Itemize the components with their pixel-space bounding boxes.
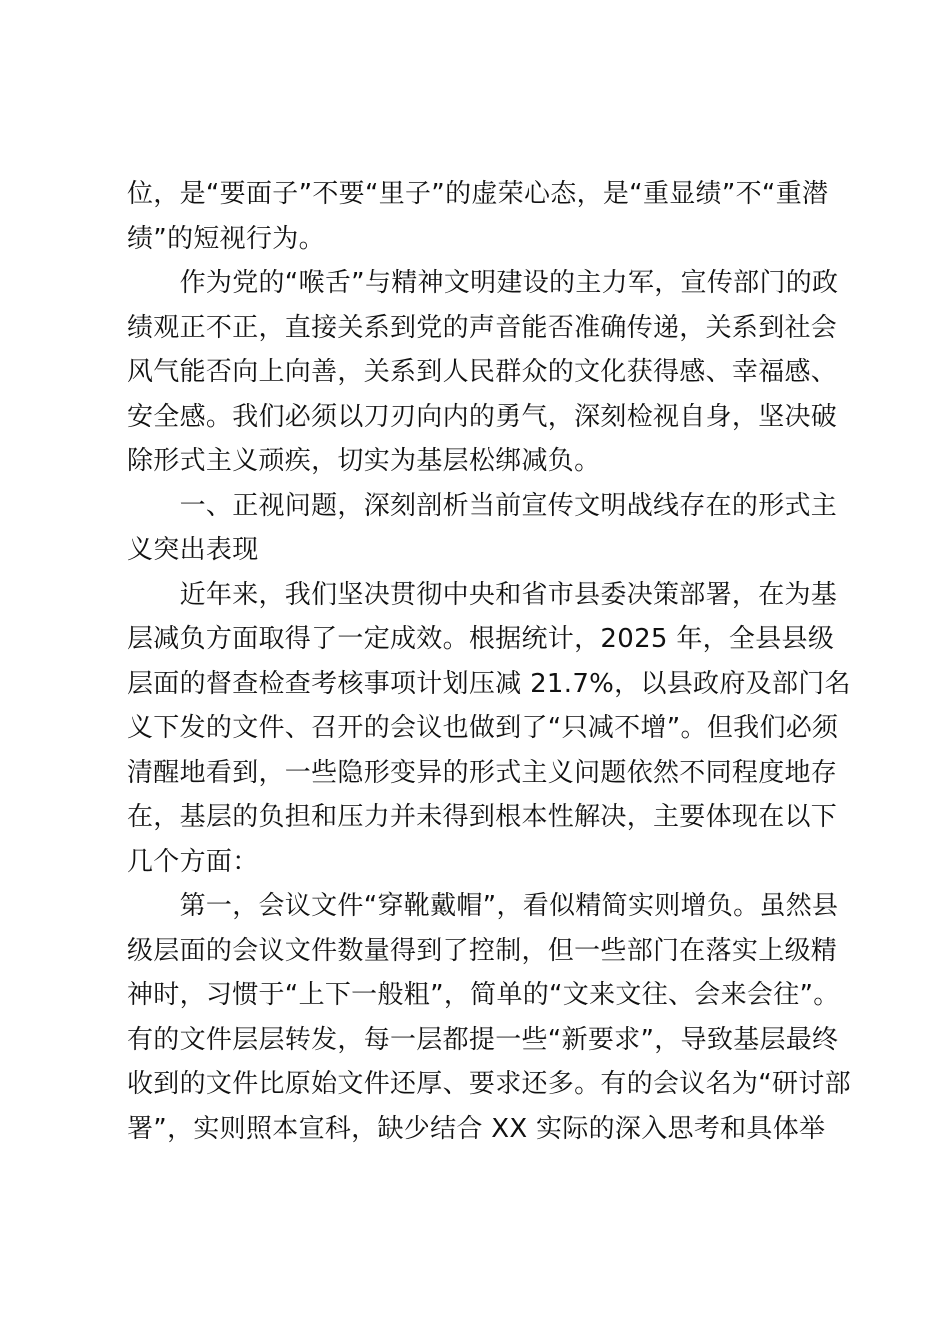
text-line: 层面的督查检查考核事项计划压减 21.7%，以县政府及部门名 xyxy=(127,668,851,699)
text-line: 作为党的“喉舌”与精神文明建设的主力军，宣传部门的政 xyxy=(127,268,839,298)
section-heading-line: 义突出表现 xyxy=(127,535,259,565)
text-line: 层减负方面取得了一定成效。根据统计，2025 年，全县县级 xyxy=(127,624,835,654)
text-line: 清醒地看到，一些隐形变异的形式主义问题依然不同程度地存 xyxy=(127,757,838,788)
text-line: 级层面的会议文件数量得到了控制，但一些部门在落实上级精 xyxy=(127,935,838,966)
text-line: 位，是“要面子”不要“里子”的虚荣心态，是“重显绩”不“重潜 xyxy=(127,179,829,209)
text-line: 安全感。我们必须以刀刃向内的勇气，深刻检视自身，坚决破 xyxy=(127,401,838,432)
text-line: 近年来，我们坚决贯彻中央和省市县委决策部署，在为基 xyxy=(127,579,838,610)
text-line: 除形式主义顽疾，切实为基层松绑减负。 xyxy=(127,446,601,476)
body-text xyxy=(127,172,851,1151)
text-line: 绩”的短视行为。 xyxy=(127,223,325,254)
text-line: 有的文件层层转发，每一层都提一些“新要求”，导致基层最终 xyxy=(127,1024,839,1055)
text-line: 几个方面： xyxy=(127,846,259,877)
text-line: 绩观正不正，直接关系到党的声音能否准确传递，关系到社会 xyxy=(127,312,838,343)
text-line: 署”，实则照本宣科，缺少结合 XX 实际的深入思考和具体举 xyxy=(127,1113,826,1144)
text-line: 风气能否向上向善，关系到人民群众的文化获得感、幸福感、 xyxy=(127,357,838,387)
text-line: 义下发的文件、召开的会议也做到了“只减不增”。但我们必须 xyxy=(127,713,839,743)
text-line: 收到的文件比原始文件还厚、要求还多。有的会议名为“研讨部 xyxy=(127,1069,851,1099)
text-line: 第一，会议文件“穿靴戴帽”，看似精简实则增负。虽然县 xyxy=(127,891,839,921)
text-line: 在，基层的负担和压力并未得到根本性解决，主要体现在以下 xyxy=(127,802,838,832)
section-heading-line: 一、正视问题，深刻剖析当前宣传文明战线存在的形式主 xyxy=(127,490,838,521)
text-line: 神时，习惯于“上下一般粗”，简单的“文来文往、会来会往”。 xyxy=(127,980,840,1010)
